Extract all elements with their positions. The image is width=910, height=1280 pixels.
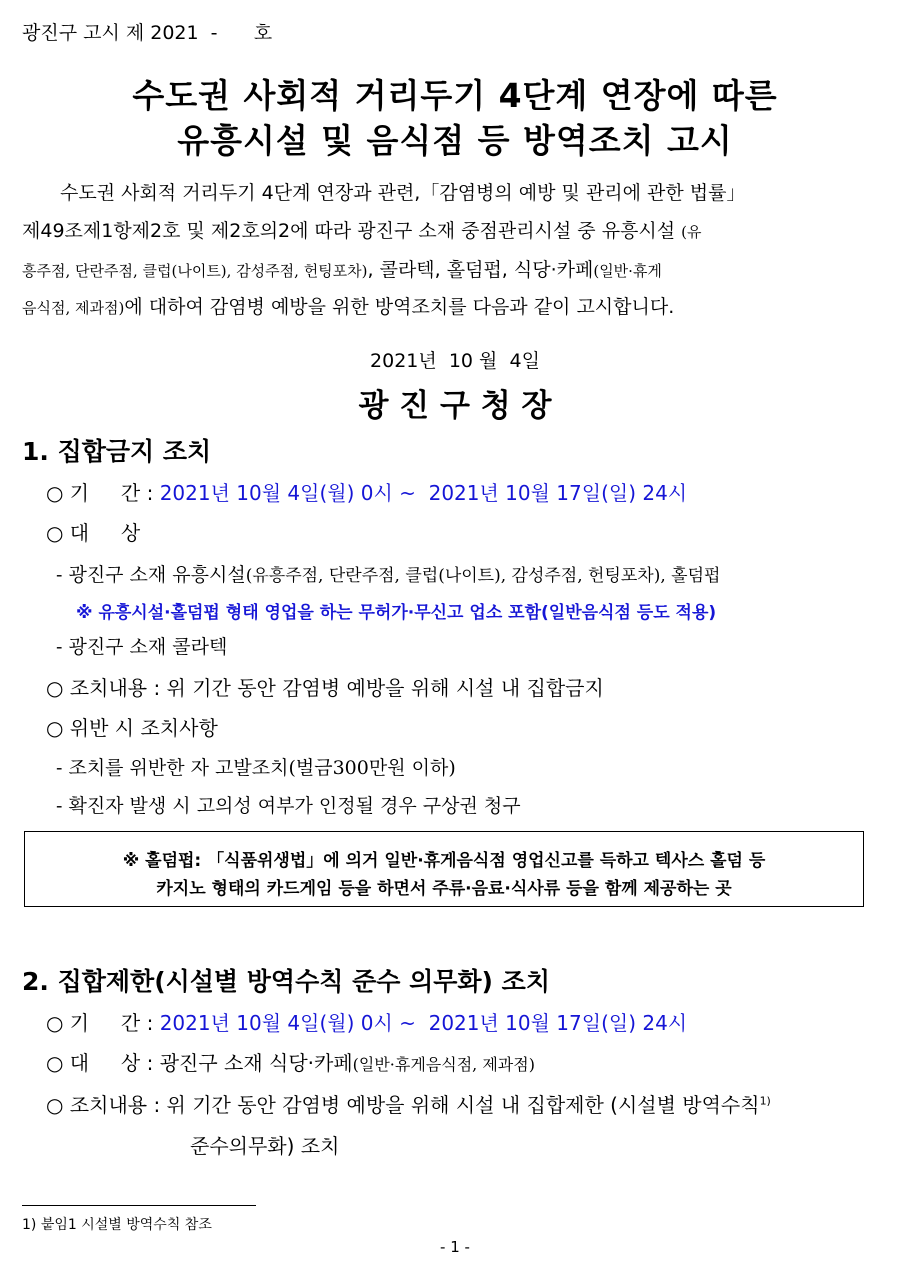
target-1-main: - 광진구 소재 유흥시설 xyxy=(56,564,246,586)
page-number: - 1 - xyxy=(440,1238,470,1256)
intro-line-3-main: , 콜라텍, 홀덤펍, 식당·카페 xyxy=(367,259,594,281)
notice-number: 광진구 고시 제 2021 - 호 xyxy=(22,22,273,44)
holdem-definition-box xyxy=(24,831,864,907)
footnote-ref: 1) xyxy=(759,1094,771,1108)
section-1-violation-2: - 확진자 발생 시 고의성 여부가 인정될 경우 구상권 청구 xyxy=(56,795,521,817)
intro-line-2-paren: (유 xyxy=(681,223,702,241)
title-line-2: 유흥시설 및 음식점 등 방역조치 고시 xyxy=(177,121,733,160)
target-paren: (일반·휴게음식점, 제과점) xyxy=(352,1055,535,1074)
section-1-period xyxy=(46,477,687,506)
intro-line-2 xyxy=(22,216,702,243)
title-line-1: 수도권 사회적 거리두기 4단계 연장에 따른 xyxy=(132,76,778,115)
intro-line-4-main: 에 대하여 감염병 예방을 위한 방역조치를 다음과 같이 고시합니다. xyxy=(124,296,675,318)
section-1-measure: ○ 조치내용 : 위 기간 동안 감염병 예방을 위해 시설 내 집합금지 xyxy=(46,676,604,700)
footnote-divider xyxy=(22,1205,256,1206)
notice-date: 2021년 10 월 4일 xyxy=(370,350,540,372)
period-label: ○ 기 간 : xyxy=(46,1011,154,1035)
period-value: 2021년 10월 4일(월) 0시 ~ 2021년 10월 17일(일) 24시 xyxy=(159,1011,688,1035)
period-label: ○ 기 간 : xyxy=(46,481,154,505)
intro-line-3 xyxy=(22,255,662,282)
period-value: 2021년 10월 4일(월) 0시 ~ 2021년 10월 17일(일) 24시 xyxy=(159,481,688,505)
intro-line-3-paren: 흥주점, 단란주점, 클럽(나이트), 감성주점, 헌팅포차) xyxy=(22,262,368,280)
footnote: 1) 붙임1 시설별 방역수칙 참조 xyxy=(22,1217,212,1233)
section-1-heading: 1. 집합금지 조치 xyxy=(22,437,212,466)
section-2-period xyxy=(46,1007,687,1036)
section-2-measure xyxy=(46,1089,771,1118)
target-1-detail: (유흥주점, 단란주점, 클럽(나이트), 감성주점, 헌팅포차), 홀덤펍 xyxy=(245,566,721,586)
intro-line-1: 수도권 사회적 거리두기 4단계 연장과 관련,「감염병의 예방 및 관리에 관한 법률」 xyxy=(60,182,746,204)
intro-line-4-paren: 음식점, 제과점) xyxy=(22,299,125,317)
section-1-violation-label: ○ 위반 시 조치사항 xyxy=(46,716,218,740)
section-1-target-1 xyxy=(56,560,720,587)
intro-line-2-main: 제49조제1항제2호 및 제2호의2에 따라 광진구 소재 중점관리시설 중 유흥시설 xyxy=(22,220,682,242)
box-line-1: ※ 홀덤펍: 「식품위생법」에 의거 일반·휴게음식점 영업신고를 득하고 텍사스 홀덤 등 xyxy=(122,851,766,871)
section-2-heading: 2. 집합제한(시설별 방역수칙 준수 의무화) 조치 xyxy=(22,967,550,996)
section-1-note: ※ 유흥시설·홀덤펍 형태 영업을 하는 무허가·무신고 업소 포함(일반음식점 등도 적용) xyxy=(76,603,717,623)
box-line-2: 카지노 형태의 카드게임 등을 하면서 주류·음료·식사류 등을 함께 제공하는 곳 xyxy=(156,879,732,899)
section-1-target-label: ○ 대 상 xyxy=(46,521,141,545)
target-value: 광진구 소재 식당·카페 xyxy=(159,1051,353,1075)
target-label: ○ 대 상 : xyxy=(46,1051,154,1075)
section-2-measure-cont: 준수의무화) 조치 xyxy=(190,1134,340,1158)
measure-text: ○ 조치내용 : 위 기간 동안 감염병 예방을 위해 시설 내 집합제한 (시설별 방역수칙 xyxy=(46,1093,760,1117)
issuer-name: 광 진 구 청 장 xyxy=(358,388,552,424)
intro-line-3-paren2: (일반·휴게 xyxy=(593,262,662,280)
intro-line-4 xyxy=(22,292,674,319)
section-1-target-2: - 광진구 소재 콜라텍 xyxy=(56,636,228,658)
section-1-violation-1: - 조치를 위반한 자 고발조치(벌금300만원 이하) xyxy=(56,757,456,779)
section-2-target xyxy=(46,1047,535,1076)
